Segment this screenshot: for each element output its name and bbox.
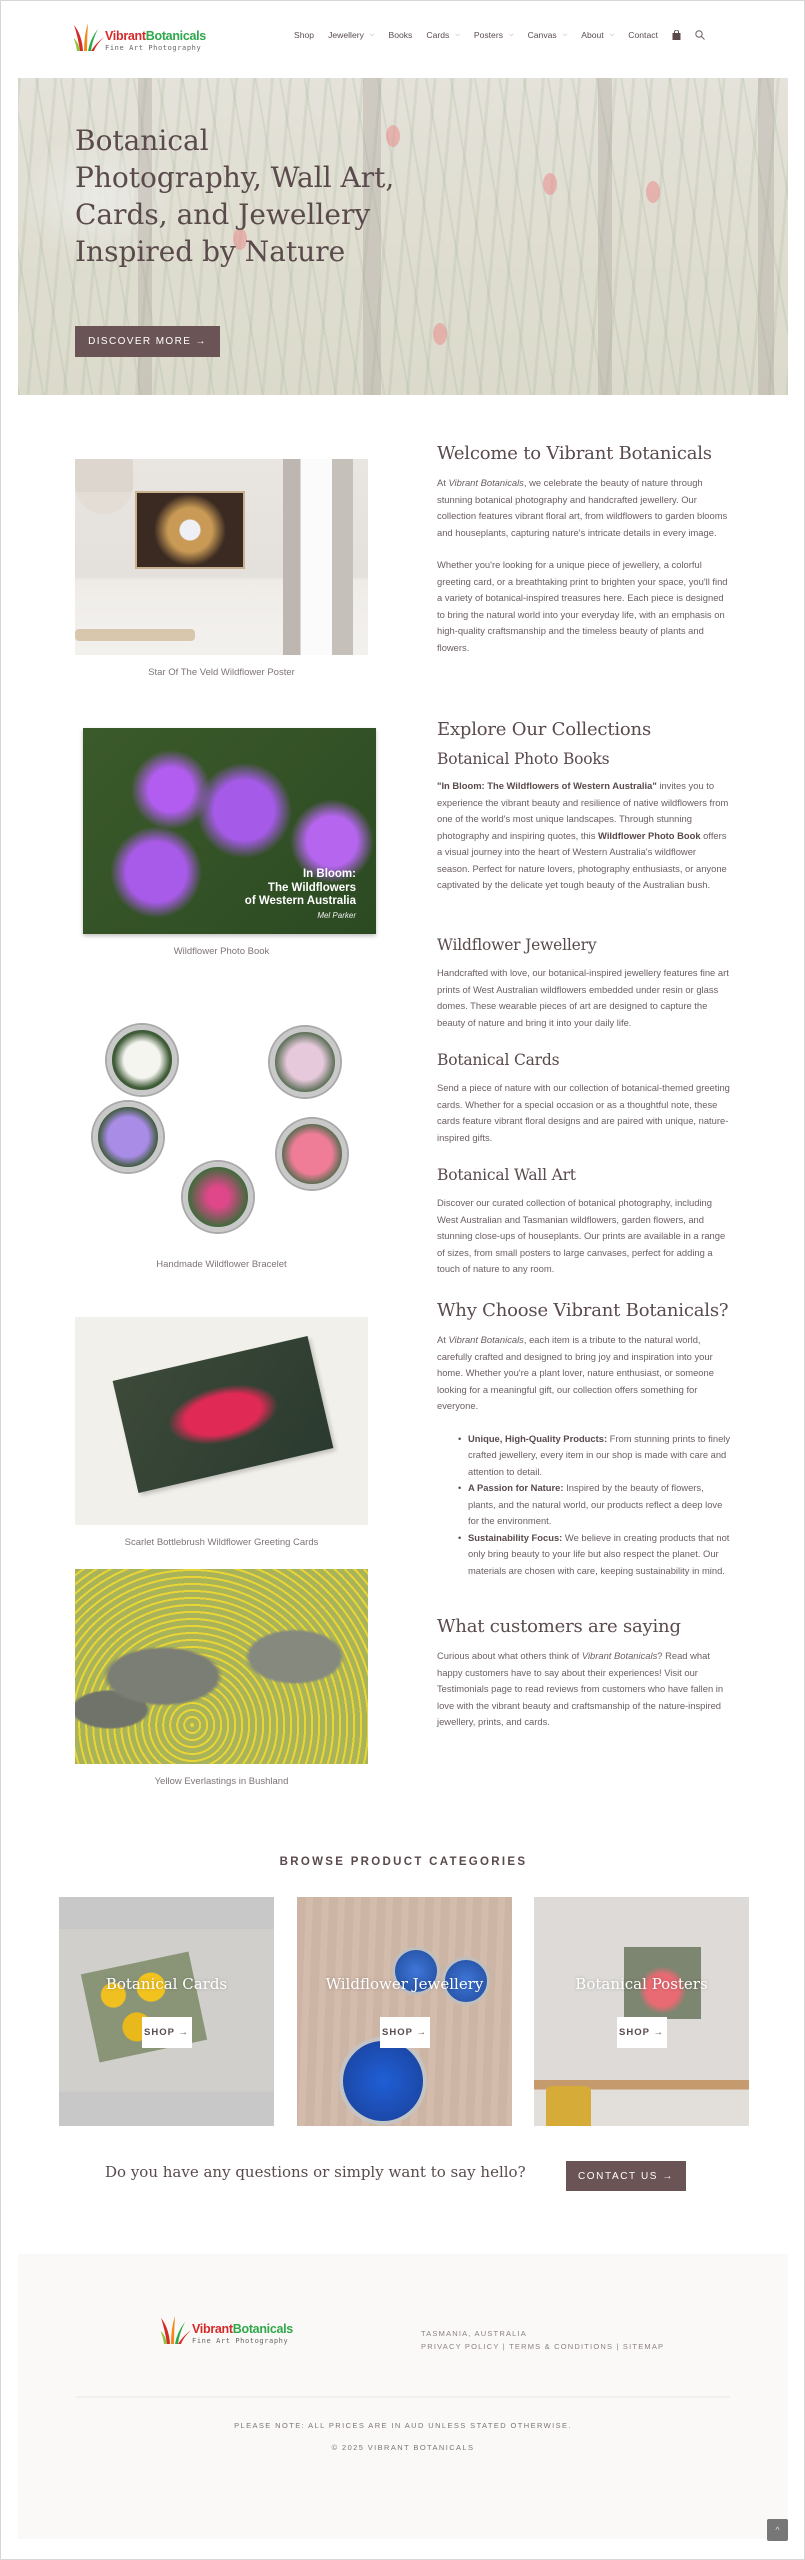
site-footer [18, 2254, 788, 2539]
wall-art-section [437, 1165, 731, 1278]
footer-divider [76, 2396, 730, 2398]
sitemap-link[interactable]: SITEMAP [622, 2342, 665, 2351]
figure-greeting-cards [75, 1317, 368, 1548]
chevron-down-icon: ⌵ [509, 31, 514, 38]
grass-logo-icon [161, 2312, 191, 2346]
figure-poster [75, 459, 368, 678]
cards-section [437, 1050, 731, 1146]
category-image [546, 2086, 591, 2126]
footer-price-note: PLEASE NOTE: ALL PRICES ARE IN AUD UNLESS STATED OTHERWISE. [234, 2421, 572, 2430]
shop-button[interactable]: SHOP → [380, 2017, 430, 2048]
welcome-paragraph-2: Whether you're looking for a unique piece of jewellery, a colorful greeting card, or a breathtaking print to brighten your space, you'll find a variety of botanical-inspired treasures here. Each piece is designed to bring the natural world into your everyday life, with an emphasis on high-quality craftsmanship and the timeless beauty of plants and flowers. [437, 559, 728, 653]
shopping-bag-icon[interactable] [672, 30, 681, 40]
contact-question: Do you have any questions or simply want to say hello? [105, 2163, 526, 2181]
list-item: • Unique, High-Quality Products: From stunning prints to finely crafted jewellery, every item in our shop is made with care and attention to detail. [467, 1431, 731, 1481]
chevron-down-icon: ⌵ [609, 31, 615, 38]
jewellery-heading: Wildflower Jewellery [437, 936, 597, 954]
wall-art-text: Discover our curated collection of botanical photography, including West Australian and Tasmanian wildflowers, garden flowers, and stunning close-ups of houseplants. Our prints are available in a range of sizes, from small posters to large canvases, perfect for adding a touch of nature to any room. [437, 1197, 726, 1274]
logo-tagline: Fine Art Photography [105, 44, 202, 52]
figure-caption: Yellow Everlastings in Bushland [154, 1776, 289, 1787]
photo-books-heading: Botanical Photo Books [437, 750, 610, 768]
wall-art-heading: Botanical Wall Art [437, 1166, 576, 1184]
collections-heading: Explore Our Collections [437, 719, 651, 740]
list-item: • Sustainability Focus: We believe in creating products that not only bring beauty to your life but also respect the planet. Our materials are chosen with care, keeping sustainability in mind. [467, 1530, 731, 1580]
nav-jewellery[interactable]: Jewellery ⌵ [328, 30, 375, 40]
site-header [1, 1, 804, 73]
chevron-down-icon: ⌵ [369, 31, 375, 38]
figure-bracelet [75, 997, 368, 1270]
book-cover-title: In Bloom: The Wildflowers of Western Australia [244, 868, 356, 907]
footer-links: PRIVACY POLICY | TERMS & CONDITIONS | SITEMAP [421, 2342, 665, 2351]
poster-image[interactable] [75, 459, 368, 655]
jewellery-section [437, 935, 731, 1031]
figure-photo-book [75, 728, 368, 957]
cards-text: Send a piece of nature with our collection of botanical-themed greeting cards. Whether for a special occasion or as a thoughtful note, these cards feature vibrant floral designs and are paired with unique, nature-inspired gifts. [437, 1082, 730, 1143]
why-choose-list [467, 1431, 731, 1580]
contact-us-button[interactable]: CONTACT US → [566, 2161, 686, 2191]
chevron-up-icon: ^ [775, 2525, 780, 2535]
nav-about[interactable]: About ⌵ [581, 30, 615, 40]
figure-caption: Scarlet Bottlebrush Wildflower Greeting Cards [124, 1537, 319, 1548]
terms-link[interactable]: TERMS & CONDITIONS [509, 2342, 614, 2351]
logo-name: VibrantBotanicals [192, 2322, 293, 2336]
why-choose-section [437, 1299, 731, 1579]
footer-info [421, 2327, 664, 2353]
greeting-cards-image[interactable] [75, 1317, 368, 1525]
category-botanical-cards[interactable] [59, 1897, 274, 2126]
chevron-down-icon: ⌵ [455, 31, 460, 38]
main-nav [294, 30, 719, 40]
testimonials-paragraph: Curious about what others think of Vibrant Botanicals? Read what happy customers have to say about their experiences! Visit our Testimonials page to read reviews from customers who have fallen in love with the vibrant beauty and craftsmanship of the nature-inspired jewellery, prints, and cards. [437, 1650, 724, 1727]
cards-heading: Botanical Cards [437, 1051, 560, 1069]
list-item: • A Passion for Nature: Inspired by the beauty of flowers, plants, and the natural world, our products reflect a deep love for the environment. [467, 1480, 731, 1530]
nav-books[interactable]: Books [388, 30, 413, 40]
nav-cards[interactable]: Cards ⌵ [426, 30, 460, 40]
logo-name: VibrantBotanicals [105, 29, 206, 43]
scroll-to-top-button[interactable] [767, 2519, 788, 2541]
figure-caption: Wildflower Photo Book [173, 946, 270, 957]
welcome-paragraph-1: At Vibrant Botanicals, we celebrate the beauty of nature through stunning botanical photography and handcrafted jewellery. Our collection features vibrant floral art, from wildflowers to garden blooms and houseplants, capturing nature's intricate details in every image. [437, 477, 728, 538]
grass-logo-icon [74, 19, 104, 53]
footer-copyright: © 2025 VIBRANT BOTANICALS [331, 2443, 475, 2452]
discover-more-button[interactable]: DISCOVER MORE → [75, 326, 220, 357]
figure-bushland [75, 1569, 368, 1787]
nav-shop[interactable]: Shop [294, 30, 315, 40]
categories-title: BROWSE PRODUCT CATEGORIES [279, 1856, 528, 1868]
bushland-image[interactable] [75, 1569, 368, 1764]
collections-section [437, 718, 731, 894]
category-botanical-posters[interactable] [534, 1897, 749, 2126]
testimonials-section [437, 1615, 731, 1731]
category-wildflower-jewellery[interactable] [297, 1897, 512, 2126]
category-title: Botanical Cards [105, 1975, 228, 1993]
photo-books-text: "In Bloom: The Wildflowers of Western Australia" invites you to experience the vibrant beauty and resilience of native wildflowers from one of the world's most unique landscapes. Through stunning photography and inspiring quotes, this Wildflower Photo Book offers a visual journey into the heart of Western Australia's wildflower season. Perfect for nature lovers, photography enthusiasts, or anyone captivated by the delicate yet tough beauty of the Australian bush. [437, 780, 729, 890]
photo-book-image[interactable] [83, 728, 376, 934]
bracelet-image[interactable] [75, 997, 368, 1247]
hero-banner [18, 78, 788, 395]
nav-posters[interactable]: Posters ⌵ [473, 30, 514, 40]
footer-logo[interactable] [161, 2312, 301, 2352]
shop-button[interactable]: SHOP → [142, 2017, 192, 2048]
logo-tagline: Fine Art Photography [192, 2337, 289, 2345]
nav-canvas[interactable]: Canvas ⌵ [527, 30, 568, 40]
chevron-down-icon: ⌵ [562, 31, 568, 38]
why-choose-paragraph: At Vibrant Botanicals, each item is a tribute to the natural world, carefully crafted and designed to bring joy and inspiration into your home. Whether you're a plant lover, nature enthusiast, or someone looking for a meaningful gift, our collection offers something for everyone. [437, 1334, 714, 1411]
welcome-section [437, 442, 731, 656]
welcome-heading: Welcome to Vibrant Botanicals [437, 443, 712, 464]
search-icon[interactable] [695, 30, 705, 40]
book-cover-author: Mel Parker [317, 911, 356, 920]
figure-caption: Star Of The Veld Wildflower Poster [148, 667, 295, 678]
figure-caption: Handmade Wildflower Bracelet [156, 1259, 287, 1270]
why-choose-heading: Why Choose Vibrant Botanicals? [437, 1300, 729, 1321]
privacy-policy-link[interactable]: PRIVACY POLICY [421, 2342, 500, 2351]
jewellery-text: Handcrafted with love, our botanical-inspired jewellery features fine art prints of West Australian wildflowers embedded under resin or glass domes. These wearable pieces of art are designed to capture the beauty of nature and bring it into your daily life. [437, 967, 729, 1028]
category-title: Botanical Posters [575, 1975, 708, 1993]
site-logo[interactable] [74, 19, 214, 59]
hero-title: Botanical Photography, Wall Art, Cards, and Jewellery Inspired by Nature [75, 124, 395, 268]
footer-location: TASMANIA, AUSTRALIA [421, 2329, 528, 2338]
category-title: Wildflower Jewellery [325, 1975, 484, 1993]
shop-button[interactable]: SHOP → [617, 2017, 667, 2048]
testimonials-heading: What customers are saying [437, 1616, 681, 1637]
category-image [339, 2037, 427, 2125]
nav-contact[interactable]: Contact [628, 30, 658, 40]
